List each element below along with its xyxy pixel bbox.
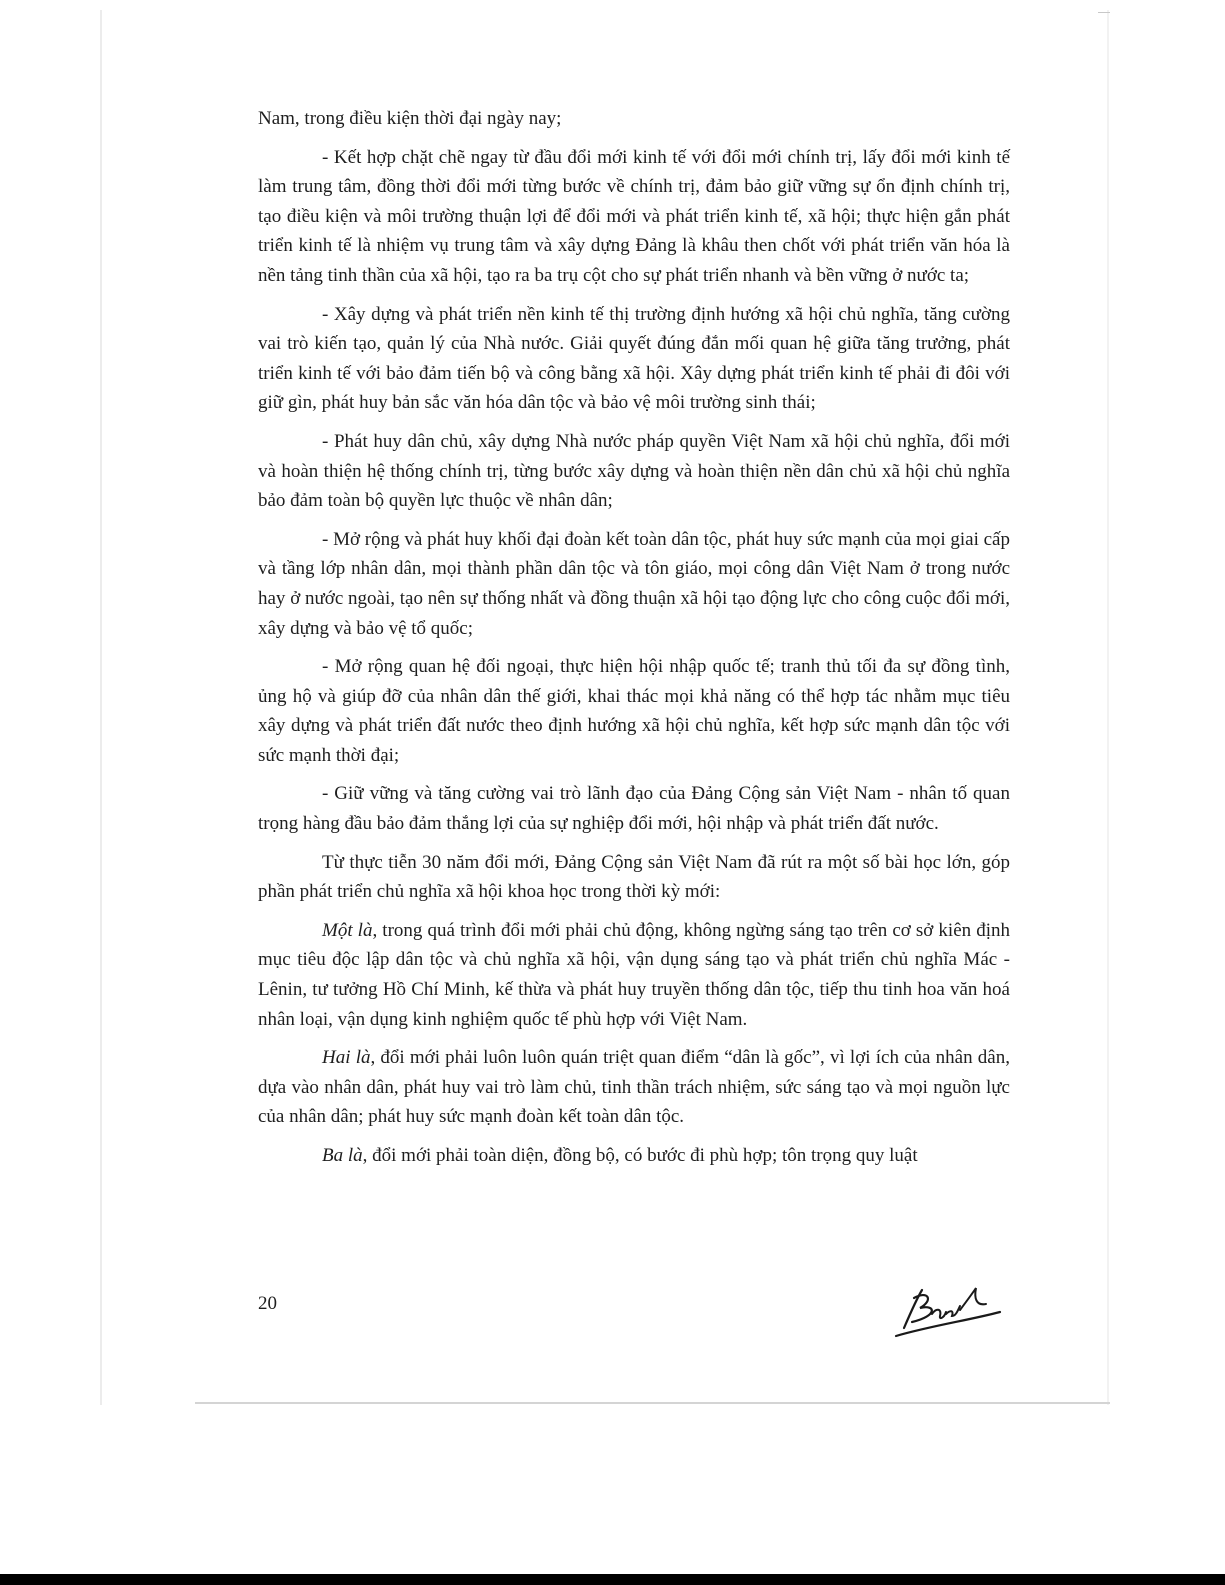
lesson-three-lead: Ba là	[322, 1145, 363, 1166]
scan-bottom-band	[0, 1574, 1225, 1585]
paragraph-bullet-politics: - Kết hợp chặt chẽ ngay từ đầu đổi mới kinh tế với đổi mới chính trị, lấy đổi mới kinh tế làm trung tâm, đồng thời đổi mới từng bước về chính trị, đảm bảo giữ vững sự ổn định chính trị, tạo điều kiện và môi trường thuận lợi để đổi mới và phát triển kinh tế, xã hội; thực hiện gắn phát triển kinh tế là nhiệm vụ trung tâm và xây dựng Đảng là khâu then chốt với phát triển văn hóa là nền tảng tinh thần của xã hội, tạo ra ba trụ cột cho sự phát triển nhanh và bền vững ở nước ta;	[258, 146, 1010, 286]
paragraph-bullet-economy: - Xây dựng và phát triển nền kinh tế thị trường định hướng xã hội chủ nghĩa, tăng cường vai trò kiến tạo, quản lý của Nhà nước. Giải quyết đúng đắn mối quan hệ giữa tăng trưởng, phát triển kinh tế với bảo đảm tiến bộ và công bằng xã hội. Xây dựng phát triển kinh tế phải đi đôi với giữ gìn, phát huy bản sắc văn hóa dân tộc và bảo vệ môi trường sinh thái;	[258, 303, 1010, 414]
paragraph-lesson-one	[258, 916, 1010, 1034]
lesson-one-lead: Một là	[322, 919, 373, 941]
lesson-three-text: , đổi mới phải toàn diện, đồng bộ, có bước đi phù hợp; tôn trọng quy luật	[362, 1145, 918, 1166]
scan-edge-bottom	[195, 1402, 1110, 1404]
lesson-two-lead: Hai là	[322, 1047, 371, 1069]
paragraph-lesson-two	[258, 1043, 1010, 1132]
paragraph-bullet-party-leadership: - Giữ vững và tăng cường vai trò lãnh đạo của Đảng Cộng sản Việt Nam - nhân tố quan trọng hàng đầu bảo đảm thắng lợi của sự nghiệp đổi mới, hội nhập và phát triển đất nước.	[258, 783, 1010, 835]
scan-edge-right	[1107, 10, 1109, 1405]
page-number: 20	[258, 1293, 277, 1314]
handwritten-signature-icon	[890, 1280, 1005, 1340]
paragraph-lesson-three	[258, 1141, 1010, 1171]
lesson-one-text: , trong quá trình đổi mới phải chủ động, không ngừng sáng tạo trên cơ sở kiên định mục tiêu độc lập dân tộc và chủ nghĩa xã hội, vận dụng sáng tạo và phát triển chủ nghĩa Mác - Lênin, tư tưởng Hồ Chí Minh, kế thừa và phát huy truyền thống dân tộc, tiếp thu tinh hoa văn hoá nhân loại, vận dụng kinh nghiệm quốc tế phù hợp với Việt Nam.	[258, 919, 1010, 1030]
paragraph-bullet-foreign-relations: - Mở rộng quan hệ đối ngoại, thực hiện hội nhập quốc tế; tranh thủ tối đa sự đồng tình, ủng hộ và giúp đỡ của nhân dân thế giới, khai thác mọi khả năng có thể hợp tác nhằm mục tiêu xây dựng và phát triển đất nước theo định hướng xã hội chủ nghĩa, kết hợp sức mạnh dân tộc với sức mạnh thời đại;	[258, 656, 1010, 766]
paragraph-lessons-intro: Từ thực tiễn 30 năm đổi mới, Đảng Cộng sản Việt Nam đã rút ra một số bài học lớn, góp phần phát triển chủ nghĩa xã hội khoa học trong thời kỳ mới:	[258, 851, 1010, 903]
scan-mark-top	[1098, 12, 1110, 13]
paragraph-bullet-democracy: - Phát huy dân chủ, xây dựng Nhà nước pháp quyền Việt Nam xã hội chủ nghĩa, đổi mới và hoàn thiện hệ thống chính trị, từng bước xây dựng và hoàn thiện nền dân chủ xã hội chủ nghĩa bảo đảm toàn bộ quyền lực thuộc về nhân dân;	[258, 430, 1010, 512]
scan-edge-left	[100, 10, 102, 1405]
paragraph-continuation: Nam, trong điều kiện thời đại ngày nay;	[258, 108, 562, 129]
lesson-two-text: , đổi mới phải luôn luôn quán triệt quan điểm “dân là gốc”, vì lợi ích của nhân dân, dựa vào nhân dân, phát huy vai trò làm chủ, tinh thần trách nhiệm, sức sáng tạo và mọi nguồn lực của nhân dân; phát huy sức mạnh đoàn kết toàn dân tộc.	[258, 1047, 1010, 1128]
paragraph-bullet-unity: - Mở rộng và phát huy khối đại đoàn kết toàn dân tộc, phát huy sức mạnh của mọi giai cấp và tầng lớp nhân dân, mọi thành phần dân tộc và tôn giáo, mọi công dân Việt Nam ở trong nước hay ở nước ngoài, tạo nên sự thống nhất và đồng thuận xã hội tạo động lực cho công cuộc đổi mới, xây dựng và bảo vệ tổ quốc;	[258, 528, 1010, 639]
document-body	[258, 104, 1010, 1180]
